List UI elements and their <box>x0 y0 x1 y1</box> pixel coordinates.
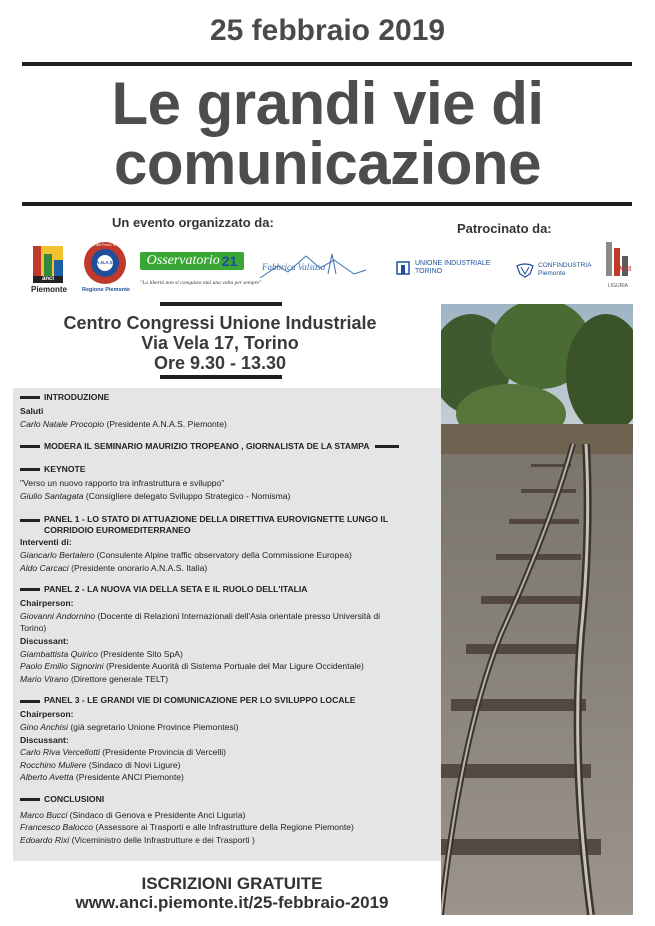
registration-banner: ISCRIZIONI GRATUITE <box>141 874 323 893</box>
panel3-disc-1: Carlo Riva Vercellotti (Presidente Provincia di Vercelli) <box>20 747 227 758</box>
panel3-chair: Gino Anchisi (già segretario Unione Province Piemontesi) <box>20 721 239 732</box>
osservatorio-logo <box>140 252 262 292</box>
confindustria-line-1: CONFINDUSTRIA <box>538 262 592 269</box>
conclusions-heading: CONCLUSIONI <box>20 794 440 805</box>
roundel-caption: Regione Piemonte <box>82 287 130 293</box>
unione-line-1: UNIONE INDUSTRIALE <box>415 260 491 267</box>
anas-roundel-logo <box>82 240 130 296</box>
panel2-disc-3: Mario Virano (Direttore generale TELT) <box>20 673 169 684</box>
title-line-2: comunicazione <box>114 130 541 197</box>
page-title <box>0 70 655 197</box>
confindustria-eagle-icon <box>516 262 534 278</box>
organizers-heading: Un evento organizzato da: <box>112 215 274 230</box>
unione-industriale-logo <box>396 258 511 278</box>
osservatorio-name: Osservatorio <box>146 253 220 268</box>
fabbrica-name: Fabbrica Valsusa <box>262 262 326 272</box>
anci-liguria-mark: ANCI <box>614 266 632 273</box>
venue-bottom-bar <box>160 375 282 379</box>
anci-mark: anci <box>41 276 54 282</box>
panel2-chair-cont: Torino) <box>20 623 47 634</box>
confindustria-line-2: Piemonte <box>538 270 566 277</box>
title-divider <box>22 202 632 206</box>
sponsors-heading: Patrocinato da: <box>457 221 552 236</box>
roundel-ring-text: Amici del Ferro Storico <box>84 242 126 247</box>
conclusions-speaker-3: Edoardo Rixi (Viceministro delle Infrastrutture e dei Trasporti ) <box>20 835 255 846</box>
anci-liguria-sub: LIGURIA <box>607 283 628 289</box>
panel3-disc-label: Discussant: <box>20 734 69 745</box>
panel2-disc-1: Giambattista Quirico (Presidente Sito SpA) <box>20 648 183 659</box>
panel1-heading-cont: CORRIDOIO EUROMEDITERRANEO <box>44 525 191 536</box>
panel1-speaker-1: Giancarlo Bertalero (Consulente Alpine traffic observatory della Commissione Europea) <box>20 549 352 560</box>
venue-address: Via Vela 17, Torino <box>141 333 299 353</box>
panel1-speaker-2: Aldo Carcaci (Presidente onorario A.N.A.S. Italia) <box>20 562 208 573</box>
keynote-heading: KEYNOTE <box>20 464 440 475</box>
event-date: 25 febbraio 2019 <box>209 14 446 47</box>
anci-piemonte-logo <box>30 240 68 296</box>
panel3-chair-label: Chairperson: <box>20 709 74 720</box>
anci-region-label: Piemonte <box>30 285 67 294</box>
panel2-disc-2: Paolo Emilio Signorini (Presidente Auorità di Sistema Portuale del Mar Ligure Occidentale) <box>20 661 364 672</box>
roundel-center-text: A.N.A.S. <box>96 260 114 265</box>
panel1-interventi-label: Interventi di: <box>20 537 72 548</box>
anci-liguria-logo <box>604 238 632 294</box>
confindustria-logo <box>516 258 606 282</box>
keynote-speaker: Giulio Santagata (Consigliere delegato Sviluppo Strategico - Nomisma) <box>20 490 291 501</box>
railway-photo <box>441 304 633 915</box>
title-line-1: Le grandi vie di <box>111 70 544 137</box>
panel3-heading: PANEL 3 - LE GRANDI VIE DI COMUNICAZIONE PER LO SVILUPPO LOCALE <box>20 695 440 706</box>
venue-time: Ore 9.30 - 13.30 <box>153 353 287 373</box>
conclusions-speaker-2: Francesco Balocco (Assessore ai Trasporti e alle Infrastrutture della Regione Piemonte) <box>20 822 354 833</box>
top-divider <box>22 62 632 66</box>
program-content <box>20 392 440 847</box>
intro-speaker: Carlo Natale Procopio (Presidente A.N.A.S. Piemonte) <box>20 418 227 429</box>
panel2-chair-label: Chairperson: <box>20 598 74 609</box>
unione-emblem-icon <box>396 260 410 276</box>
panel2-chair: Giovanni Andornino (Docente di Relazioni Internazionali dell'Asia orientale presso Università di <box>20 610 381 621</box>
intro-heading: INTRODUZIONE <box>20 392 440 403</box>
osservatorio-tagline: "La libertà non si conquista mai una volta per sempre" <box>140 280 262 286</box>
venue-block <box>40 313 400 373</box>
fabbrica-valsusa-logo <box>258 248 368 282</box>
intro-subtitle: Saluti <box>20 406 44 416</box>
keynote-topic: "Verso un nuovo rapporto tra infrastruttura e sviluppo" <box>20 478 225 489</box>
panel3-disc-2: Rocchino Muliere (Sindaco di Novi Ligure) <box>20 759 181 770</box>
panel2-heading: PANEL 2 - LA NUOVA VIA DELLA SETA E IL RUOLO DELL'ITALIA <box>20 584 440 595</box>
panel3-disc-3: Alberto Avetta (Presidente ANCI Piemonte) <box>20 772 184 783</box>
panel1-heading: PANEL 1 - LO STATO DI ATTUAZIONE DELLA DIRETTIVA EUROVIGNETTE LUNGO IL <box>20 514 440 525</box>
railway-tracks-image <box>441 304 633 915</box>
conclusions-speaker-1: Marco Bucci (Sindaco di Genova e Presidente Anci Liguria) <box>20 809 246 820</box>
osservatorio-number: 21 <box>221 253 238 269</box>
registration-link[interactable]: www.anci.piemonte.it/25-febbraio-2019 <box>75 893 389 912</box>
moderator-line: MODERA IL SEMINARIO MAURIZIO TROPEANO , GIORNALISTA DE LA STAMPA <box>20 441 440 452</box>
venue-name: Centro Congressi Unione Industriale <box>63 313 377 333</box>
venue-top-bar <box>160 302 282 306</box>
panel2-disc-label: Discussant: <box>20 635 69 646</box>
unione-line-2: TORINO <box>415 268 443 275</box>
